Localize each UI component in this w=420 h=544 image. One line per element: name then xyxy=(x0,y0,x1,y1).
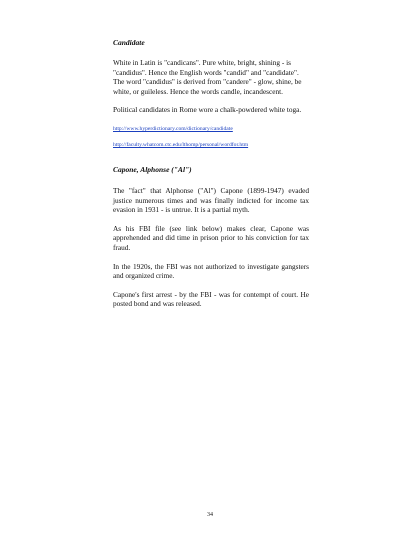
paragraph-capone-myth: The "fact" that Alphonse ("Al") Capone (1899-1947) evaded justice numerous times and was finally indicted for income tax evasion in 1931 - is untrue. It is a partial myth. xyxy=(113,185,309,215)
paragraph-capone-first-arrest: Capone's first arrest - by the FBI - was for contempt of court. He posted bond and was released. xyxy=(113,289,309,309)
link-whatcom-faculty[interactable]: http://faculty.whatcom.ctc.edu/lthomp/personal/wordfor.htm xyxy=(113,141,249,148)
paragraph-candidate-etymology: White in Latin is "candicans". Pure white, bright, shining - is "candidus". Hence the English words "candid" and "candidate". The word "candidus" is derived from "candere" - glow, shine, be white, or guileless. Hence the words candle, incandescent. xyxy=(113,58,302,96)
page-number: 34 xyxy=(207,512,213,518)
document-page xyxy=(113,38,309,309)
link-hyperdictionary[interactable]: http://www.hyperdictionary.com/dictionary/candidate xyxy=(113,125,233,132)
paragraph-capone-fbi-file: As his FBI file (see link below) makes clear, Capone was apprehended and did time in prison prior to his conviction for tax fraud. xyxy=(113,223,309,252)
section-heading-capone: Capone, Alphonse ("Al") xyxy=(113,164,192,174)
section-heading-candidate: Candidate xyxy=(113,38,145,47)
paragraph-candidate-toga: Political candidates in Rome wore a chalk-powdered white toga. xyxy=(113,105,302,115)
paragraph-capone-fbi-authority: In the 1920s, the FBI was not authorized to investigate gangsters and organized crime. xyxy=(113,261,309,281)
